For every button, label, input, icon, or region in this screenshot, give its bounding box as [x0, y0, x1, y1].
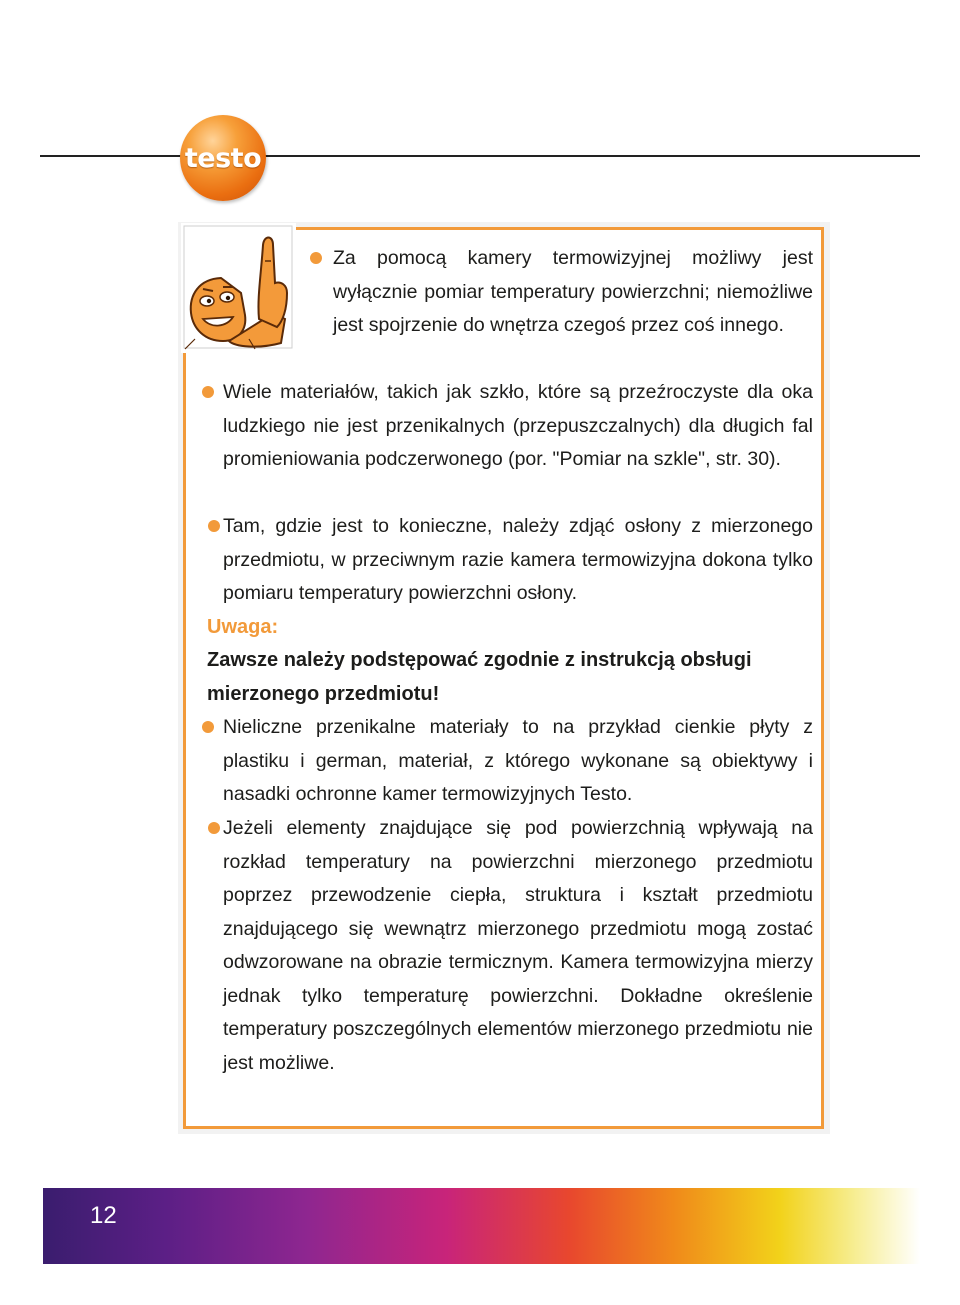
mascot-pointing-finger-icon	[181, 223, 296, 353]
footer-color-bar	[43, 1188, 920, 1264]
bullet-icon	[208, 822, 220, 834]
header-rule-right	[258, 155, 920, 157]
page-number: 12	[90, 1202, 117, 1229]
paragraph-4: Nieliczne przenikalne materiały to na przykład cienkie płyty z plastiku i german, materiał, z którego wykonane są obiektywy i nasadki ochronne kamer termowizyjnych Testo.	[223, 716, 813, 805]
bullet-icon	[202, 386, 214, 398]
bullet-icon	[202, 721, 214, 733]
warning-label: Uwaga:	[207, 616, 279, 638]
paragraph-2: Wiele materiałów, takich jak szkło, które są przeźroczyste dla oka ludzkiego nie jest przenikalnych (przepuszczalnych) dla długich fal promieniowania podczerwonego (por. "Pomiar na szkle", str. 30).	[223, 381, 813, 470]
paragraph-1: Za pomocą kamery termowizyjnej możliwy jest wyłącznie pomiar temperatury powierzchni; niemożliwe jest spojrzenie do wnętrza czegoś przez coś innego.	[333, 247, 813, 336]
paragraph-3: Tam, gdzie jest to konieczne, należy zdjąć osłony z mierzonego przedmiotu, w przeciwnym razie kamera termowizyjna dokona tylko pomiaru temperatury powierzchni osłony.	[223, 515, 813, 604]
testo-logo	[180, 115, 266, 201]
header-rule-left	[40, 155, 190, 157]
warning-text: Zawsze należy podstępować zgodnie z instrukcją obsługi mierzonego przedmiotu!	[207, 649, 752, 705]
logo-text: testo	[184, 142, 262, 174]
bullet-icon	[310, 252, 322, 264]
bullet-icon	[208, 520, 220, 532]
paragraph-5: Jeżeli elementy znajdujące się pod powierzchnią wpływają na rozkład temperatury na powierzchni mierzonego przedmiotu poprzez przewodzenie ciepła, struktura i kształt przedmiotu znajdującego się wewnątrz mierzonego przedmiotu mogą zostać odwzorowane na obrazie termicznym. Kamera termowizyjna mierzy jednak tylko temperaturę powierzchni. Dokładne określenie temperatury poszczególnych elementów mierzonego przedmiotu nie jest możliwe.	[223, 817, 813, 1074]
